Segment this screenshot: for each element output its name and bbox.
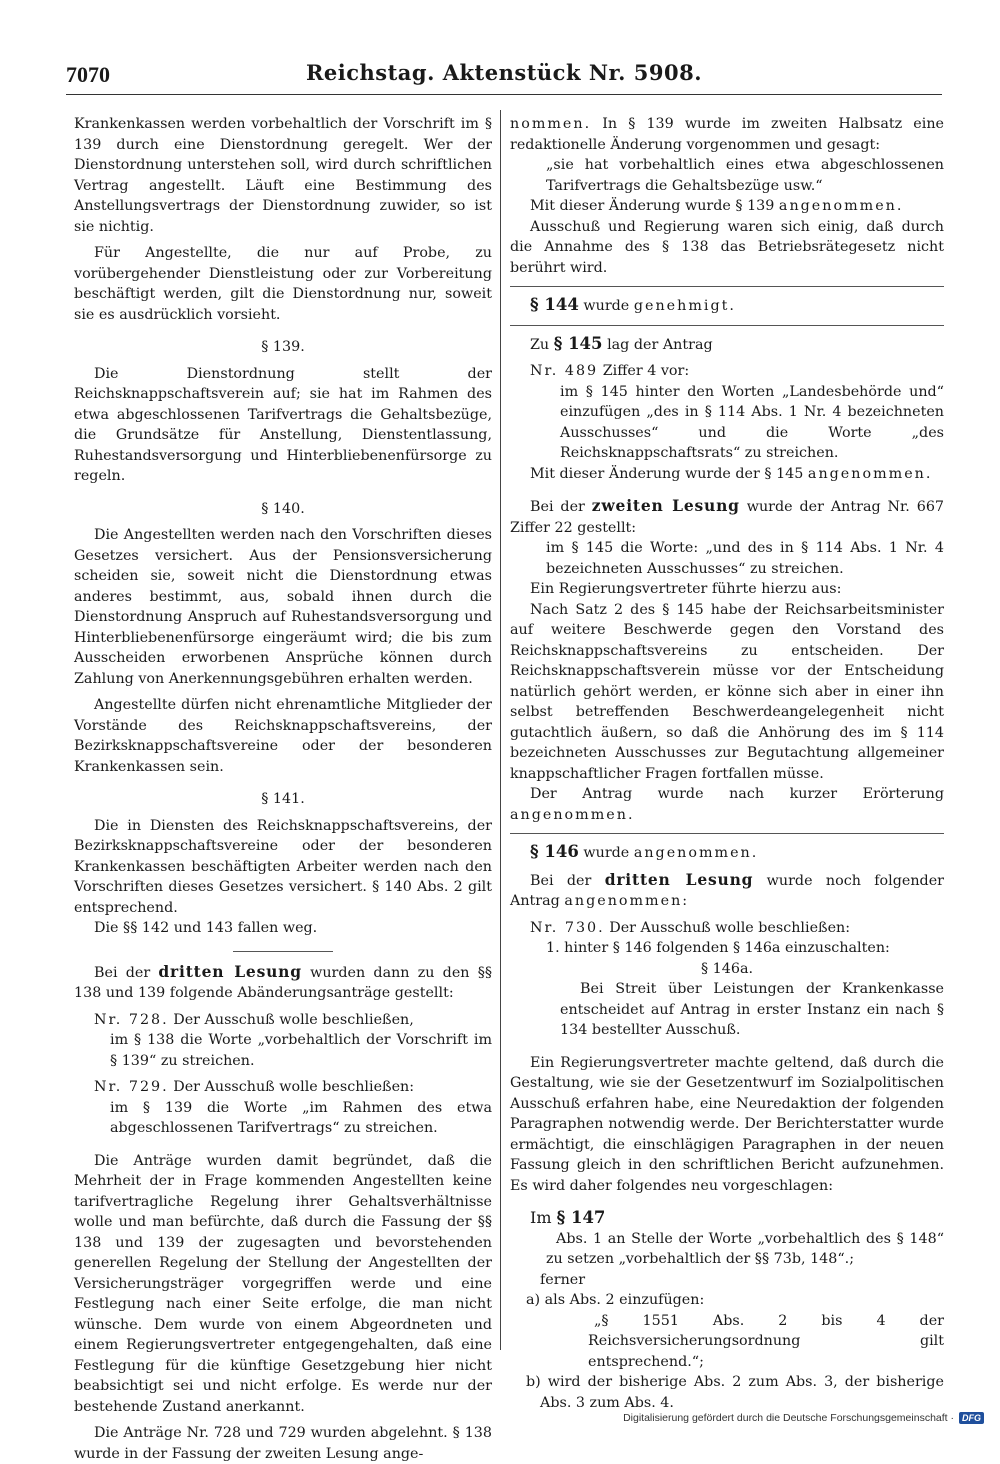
separator-rule — [233, 951, 333, 952]
motion-number: Nr. 729. — [94, 1079, 169, 1095]
list-item-a: a) als Abs. 2 einzufügen: — [526, 1292, 705, 1308]
third-reading-emphasis: dritten Lesung — [604, 869, 754, 889]
motion-730: Nr. 730. Der Ausschuß wolle beschließen: — [530, 919, 851, 936]
motion-729-text: im § 139 die Worte „im Rahmen des etwa abgeschlossenen Tarifvertrags“ zu streichen. — [110, 1099, 492, 1136]
paragraph: Für Angestellte, die nur auf Probe, zu vorübergehender Dienstleistung oder zur Vorbereitung beschäftigt werden, gilt die Dienstordnung nur, soweit sie es ausdrücklich vorsieht. — [74, 245, 492, 323]
gov-rep-intro: Ein Regierungsvertreter führte hierzu aus: — [530, 581, 842, 597]
section-heading-140: § 140. — [261, 500, 305, 517]
motion-489: Nr. 489 Ziffer 4 vor: — [530, 363, 690, 379]
section-146-line: § 146 wurde angenommen. — [530, 842, 759, 861]
motion-728-text: im § 138 die Worte „vorbehaltlich der Vorschrift im § 139“ zu streichen. — [110, 1032, 492, 1069]
agreement-paragraph: Ausschuß und Regierung waren sich einig, daß durch die Annahme des § 138 das Betriebsrätegesetz nicht berührt wird. — [510, 218, 944, 276]
gov-rep-statement: Nach Satz 2 des § 145 habe der Reichsarbeitsminister auf weitere Beschwerde gegen den Vorstand des Reichsknappschaftsvereins zu entscheiden. Der Reichsknappschaftsverein müsse vor der Entscheidung natürlich gehört werden, er könne sich aber in einer ihn selbst betreffenden Beschwerdeangelegenheit nicht gutachtlich äußern, so daß die Anhörung des im § 114 bezeichneten Ausschusses zur Begutachtung allgemeiner knappschaftlicher Fragen fortfallen müsse. — [510, 601, 944, 782]
section-147-line: Im § 147 — [530, 1208, 606, 1227]
section-144-line: § 144 wurde genehmigt. — [530, 295, 736, 314]
motion-667-text: im § 145 die Worte: „und des in § 114 Abs. 1 Nr. 4 bezeichneten Ausschusses“ zu streichen. — [546, 540, 944, 577]
list-item-b: b) wird der bisherige Abs. 2 zum Abs. 3, der bisherige Abs. 3 zum Abs. 4. — [526, 1374, 944, 1411]
footer-credit — [623, 1412, 984, 1424]
rejection-paragraph: Die Anträge Nr. 728 und 729 wurden abgelehnt. § 138 wurde in der Fassung der zweiten Lesung ange- — [74, 1425, 492, 1462]
motion-729: Nr. 729. Der Ausschuß wolle beschließen: — [94, 1079, 415, 1095]
section-146a-text: Bei Streit über Leistungen der Krankenkasse entscheidet auf Antrag in erster Instanz ein nach § 134 bestellter Ausschuß. — [560, 981, 944, 1038]
motion-acceptance: Der Antrag wurde nach kurzer Erörterung angenommen. — [510, 786, 944, 823]
second-reading-intro: Bei der zweiten Lesung wurde der Antrag Nr. 667 Ziffer 22 gestellt: — [510, 496, 945, 536]
running-title: Reichstag. Aktenstück Nr. 5908. — [305, 60, 703, 85]
separator-rule — [510, 833, 944, 834]
motion-number: Nr. 489 — [530, 363, 599, 379]
ferner-label: ferner — [540, 1271, 586, 1288]
reasons-paragraph: Die Anträge wurden damit begründet, daß die Mehrheit der in Frage kommenden Angestellten keine tarifvertragliche Regelung ihrer Gehaltsverhältnisse wolle und man befürchte, daß durch die Fassung der §§ 138 und 139 der zugesagten und bevorstehenden generellen Regelung der Stellung der Angestellten der Versicherungsträger vorgegriffen werde und eine Festlegung nach einer Seite erfolge, die man nicht wünsche. Dem wurde von einem Abgeordneten und einem Regierungsvertreter entgegengehalten, daß eine Festlegung für die künftige Gesetzgebung hier nicht beabsichtigt sei und nicht erfolge. Es werde nur der bestehende Zustand anerkannt. — [74, 1152, 492, 1415]
section-140-text: Die Angestellten werden nach den Vorschriften dieses Gesetzes versichert. Aus der Pensionsversicherung scheiden sie, soweit nicht die Dienstordnung etwas anderes bestimmt, aus, sobald ihnen durch die Dienstordnung Anspruch auf Ruhestandsversorgung und Hinterbliebenenfürsorge eingeräumt wird; die bis zum Ausscheiden erworbenen Ansprüche können durch Zahlung von Anerkennungsgebühren erhalten werden. — [74, 527, 492, 687]
second-reading-emphasis: zweiten Lesung — [591, 496, 740, 515]
section-heading-141: § 141. — [261, 791, 305, 807]
section-139-text: Die Dienstordnung stellt der Reichsknappschaftsverein auf; sie hat im Rahmen des etwa abgeschlossenen Tarifvertrags die Gehaltsbezüge, die Grundsätze für Anstellung, Dienstentlassung, Ruhestandsversorgung und Hinterbliebenenfürsorge zu regeln. — [74, 365, 492, 484]
separator-rule — [510, 286, 944, 287]
separator-rule — [510, 325, 944, 326]
section-147-abs-1: Abs. 1 an Stelle der Worte „vorbehaltlich des § 148“ zu setzen „vorbehaltlich der §§ 73b, 148“.; — [546, 1230, 944, 1267]
page-number: 7070 — [66, 62, 110, 87]
s145-acceptance: Mit dieser Änderung wurde der § 145 angenommen. — [530, 465, 933, 482]
sections-142-143-text: Die §§ 142 und 143 fallen weg. — [94, 920, 318, 936]
motion-number: Nr. 730. — [530, 919, 605, 936]
section-heading-139: § 139. — [261, 339, 305, 355]
list-item-a-quote: „§ 1551 Abs. 2 bis 4 der Reichsversicherungsordnung gilt entsprechend.“; — [588, 1312, 944, 1370]
section-145-line: Zu § 145 lag der Antrag — [530, 333, 713, 353]
column-divider — [500, 110, 501, 1350]
motion-number: Nr. 728. — [94, 1011, 169, 1028]
motion-730-item-1: 1. hinter § 146 folgenden § 146a einzuschalten: — [546, 940, 890, 956]
third-reading-intro: Bei der dritten Lesung wurden dann zu den §§ 138 und 139 folgende Abänderungsanträge gestellt: — [74, 961, 492, 1001]
page-header — [66, 60, 942, 95]
s139-acceptance: Mit dieser Änderung wurde § 139 angenommen. — [530, 198, 904, 214]
third-reading-intro: Bei der dritten Lesung wurde noch folgender Antrag angenommen: — [510, 869, 944, 909]
third-reading-emphasis: dritten Lesung — [158, 961, 302, 981]
section-140-text-2: Angestellte dürfen nicht ehrenamtliche Mitglieder der Vorstände des Reichsknappschaftsvereins, der Bezirksknappschaftsvereine oder der besonderen Krankenkassen sein. — [74, 697, 492, 775]
right-column — [510, 114, 944, 1413]
quoted-amendment: „sie hat vorbehaltlich eines etwa abgeschlossenen Tarifvertrags die Gehaltsbezüge usw.“ — [546, 157, 944, 194]
continuation-paragraph: nommen. In § 139 wurde im zweiten Halbsatz eine redaktionelle Änderung vorgenommen und gesagt: — [510, 116, 944, 153]
section-heading-146a: § 146a. — [700, 960, 754, 977]
section-141-text: Die in Diensten des Reichsknappschaftsvereins, der Bezirksknappschaftsvereine oder der besonderen Krankenkassen beschäftigten Arbeiter werden nach den Vorschriften dieses Gesetzes versichert. § 140 Abs. 2 gilt entsprechend. — [74, 817, 492, 916]
left-column — [74, 114, 492, 1464]
footer-credit-text: Digitalisierung gefördert durch die Deutsche Forschungsgemeinschaft · — [623, 1412, 954, 1424]
gov-rep-2-paragraph: Ein Regierungsvertreter machte geltend, daß durch die Gestaltung, wie sie der Gesetzentwurf im Sozialpolitischen Ausschuß erfahren habe, eine Neuredaktion der folgenden Paragraphen notwendig werde. Der Berichterstatter wurde ermächtigt, die einschlägigen Paragraphen in der neuen Fassung gleich in den schriftlichen Bericht aufzunehmen. Es wird daher folgendes neu vorgeschlagen: — [510, 1054, 944, 1194]
paragraph: Krankenkassen werden vorbehaltlich der Vorschrift im § 139 durch eine Dienstordnung geregelt. Wer der Dienstordnung unterstehen soll, wird durch schriftlichen Vertrag angestellt. Läuft eine Bestimmung des Anstellungsvertrags der Dienstordnung zuwider, so ist sie nichtig. — [74, 116, 492, 235]
motion-728: Nr. 728. Der Ausschuß wolle beschließen, — [94, 1011, 414, 1028]
dfg-logo-icon: DFG — [959, 1412, 984, 1424]
motion-489-text: im § 145 hinter den Worten „Landesbehörde und“ einzufügen „des in § 114 Abs. 1 Nr. 4 bezeichneten Ausschusses“ und die Worte „des Reichsknappschaftsrats“ zu streichen. — [560, 383, 944, 461]
